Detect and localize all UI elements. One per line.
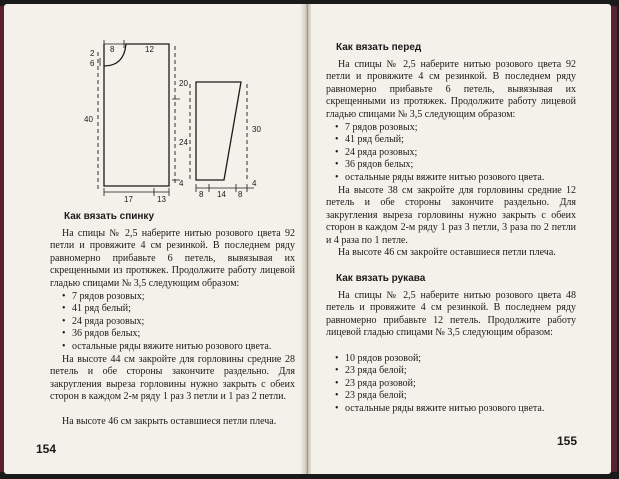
right-page xyxy=(311,4,611,474)
list-item: • 23 ряда белой; xyxy=(335,390,407,402)
back-after-1: На высоте 44 см закройте для горловины средние 28 петель и обе стороны закончите раздельно. Для закругления выреза горловины нужно закрыть с обеих сторон в каждом 2-м ряду 1 раз 3 петли и 1 раз 2 петли. xyxy=(50,354,295,403)
book-edge-right xyxy=(611,6,617,472)
list-item: • 36 рядов белых; xyxy=(335,159,414,171)
dim-6: 6 xyxy=(90,59,95,68)
list-item: • 36 рядов белых; xyxy=(62,328,141,340)
list-item: • 24 ряда розовых; xyxy=(335,146,418,158)
sleeve-intro: На спицы № 2,5 наберите нитью розового цвета 48 петель и провяжите 4 см резинкой. В последнем ряду равномерно прибавьте 12 петель. Продолжите работу лицевой гладью спицами № 3,5 следующим образом: xyxy=(326,290,576,339)
sleeve-bullets xyxy=(333,353,583,415)
sleeve-dim-4: 4 xyxy=(252,179,257,188)
list-item: • остальные ряды вяжите нитью розового цвета. xyxy=(335,171,545,183)
dim-13: 13 xyxy=(157,195,166,204)
back-after-2: На высоте 46 см закрыть оставшиеся петли плеча. xyxy=(62,416,277,427)
sleeve-dim-8b: 8 xyxy=(238,190,243,199)
page-number-right: 155 xyxy=(557,434,578,448)
list-item: • 24 ряда розовых; xyxy=(62,315,145,327)
dim-4: 4 xyxy=(179,179,184,188)
list-item: • остальные ряды вяжите нитью розового цвета. xyxy=(335,402,545,414)
sleeve-dim-14: 14 xyxy=(217,190,226,199)
sleeve-dim-8a: 8 xyxy=(199,190,204,199)
pattern-diagram xyxy=(4,4,307,204)
heading-back: Как вязать спинку xyxy=(64,211,154,222)
left-page xyxy=(4,4,307,474)
heading-front: Как вязать перед xyxy=(336,42,422,53)
back-bullets xyxy=(60,291,295,353)
dim-8: 8 xyxy=(110,45,115,54)
page-number-left: 154 xyxy=(36,442,57,456)
dim-12: 12 xyxy=(145,45,154,54)
list-item: • 23 ряда белой; xyxy=(335,365,407,377)
back-intro: На спицы № 2,5 наберите нитью розового цвета 92 петли и провяжите 4 см резинкой. В последнем ряду равномерно прибавьте 6 петель, вывязывая их скрещенными из протяжек. Продолжите работу лицевой гладью спицами № 3,5 следующим образом: xyxy=(50,228,295,289)
dim-40: 40 xyxy=(84,115,93,124)
front-bullets xyxy=(333,122,576,184)
dim-20: 20 xyxy=(179,79,188,88)
list-item: • 41 ряд белый; xyxy=(335,134,404,146)
sleeve-dim-30: 30 xyxy=(252,125,261,134)
front-after-1: На высоте 38 см закройте для горловины средние 12 петель и обе стороны закончите раздельно. Для закругления выреза горловины нужно закрыть с обеих сторон в каждом 2-м ряду 1 раз 3 петли, 3 раза по 2 петли и 4 раза по 1 петле. xyxy=(326,185,576,246)
list-item: • 23 ряда розовой; xyxy=(335,377,416,389)
list-item: • 10 рядов розовой; xyxy=(335,353,422,364)
list-item: • 7 рядов розовых; xyxy=(335,122,418,133)
front-intro: На спицы № 2,5 наберите нитью розового цвета 92 петли и провяжите 4 см резинкой. В последнем ряду равномерно прибавьте 6 петель, вывязывая их скрещенными из протяжек. Продолжите работу лицевой гладью спицами № 3,5 следующим образом: xyxy=(326,59,576,120)
front-after-2: На высоте 46 см закройте оставшиеся петли плеча. xyxy=(338,247,556,258)
dim-2: 2 xyxy=(90,49,95,58)
list-item: • остальные ряды вяжите нитью розового цвета. xyxy=(62,340,272,352)
dim-17: 17 xyxy=(124,195,133,204)
heading-sleeve: Как вязать рукава xyxy=(336,273,426,284)
list-item: • 7 рядов розовых; xyxy=(62,291,145,302)
list-item: • 41 ряд белый; xyxy=(62,303,131,315)
dim-24: 24 xyxy=(179,138,188,147)
